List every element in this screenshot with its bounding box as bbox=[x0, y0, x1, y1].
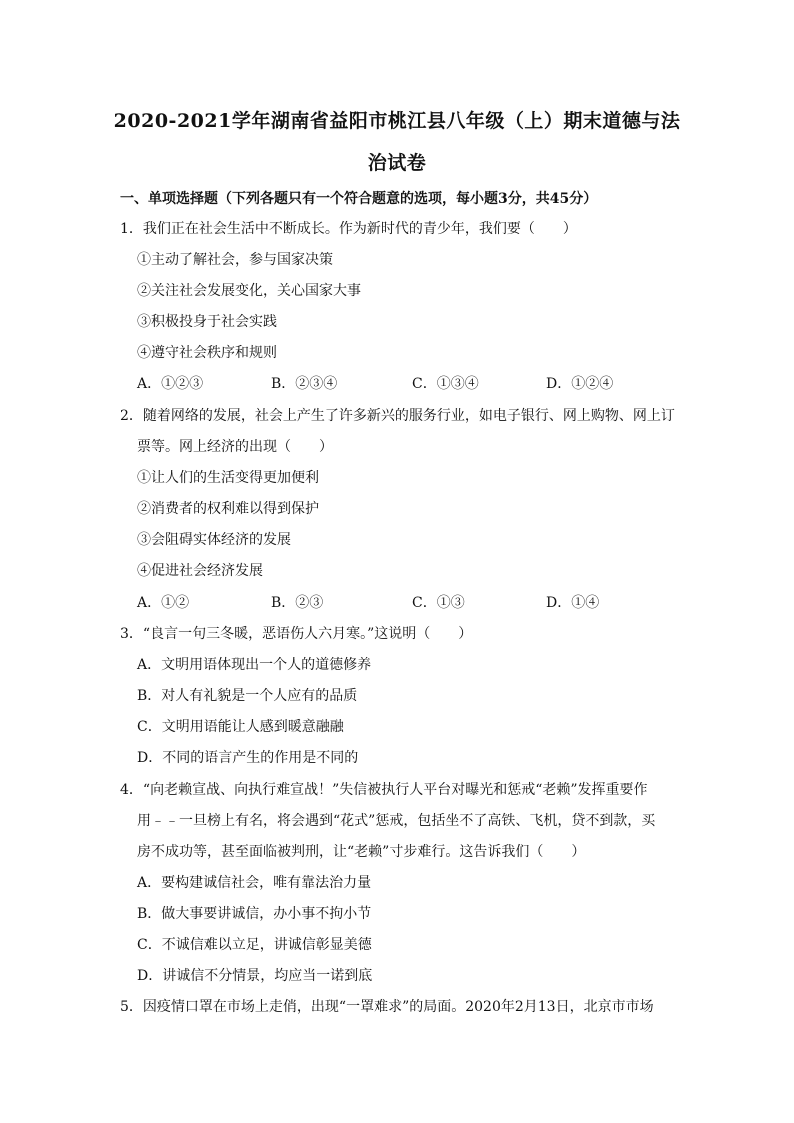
section-heading: 一、单项选择题（下列各题只有一个符合题意的选项，每小题3分，共45分） bbox=[120, 191, 598, 207]
question-5-stem-line-1: 5．因疫情口罩在市场上走俏，出现“一罩难求”的局面。2020年2月13日，北京市市场 bbox=[120, 999, 654, 1015]
question-1-item-4: ④遵守社会秩序和规则 bbox=[137, 345, 277, 361]
question-4-option-c: C．不诚信难以立足，讲诚信彰显美德 bbox=[137, 937, 372, 953]
question-2-option-c: C．①③ bbox=[412, 595, 465, 611]
question-2-option-b: B．②③ bbox=[271, 595, 324, 611]
question-3-stem: 3．“良言一句三冬暖，恶语伤人六月寒。”这说明（ ） bbox=[120, 626, 473, 642]
question-2-item-3: ③会阻碍实体经济的发展 bbox=[137, 532, 291, 548]
question-4-stem-line-1: 4．“向老赖宣战、向执行难宣战！”失信被执行人平台对曝光和惩戒“老赖”发挥重要作 bbox=[120, 782, 648, 798]
question-2-option-d: D．①④ bbox=[546, 595, 600, 611]
question-3-option-d: D．不同的语言产生的作用是不同的 bbox=[137, 750, 359, 766]
question-2-item-4: ④促进社会经济发展 bbox=[137, 563, 263, 579]
question-1-item-2: ②关注社会发展变化，关心国家大事 bbox=[137, 283, 361, 299]
question-2-option-a: A．①② bbox=[137, 595, 190, 611]
question-1-option-c: C．①③④ bbox=[412, 376, 479, 392]
question-2-stem-line-1: 2．随着网络的发展，社会上产生了许多新兴的服务行业，如电子银行、网上购物、网上订 bbox=[120, 408, 675, 424]
question-4-stem-line-3: 房不成功等，甚至面临被判刑，让“老赖”寸步难行。这告诉我们（ ） bbox=[137, 844, 586, 860]
question-3-option-c: C．文明用语能让人感到暖意融融 bbox=[137, 719, 344, 735]
question-3-option-b: B．对人有礼貌是一个人应有的品质 bbox=[137, 688, 358, 704]
question-2-item-2: ②消费者的权利难以得到保护 bbox=[137, 501, 319, 517]
exam-title-line-1: 2020-2021学年湖南省益阳市桃江县八年级（上）期末道德与法 bbox=[113, 110, 681, 132]
question-4-option-a: A．要构建诚信社会，唯有靠法治力量 bbox=[137, 875, 372, 891]
question-1-item-3: ③积极投身于社会实践 bbox=[137, 314, 277, 330]
question-1-option-b: B．②③④ bbox=[271, 376, 338, 392]
question-1-stem: 1．我们正在社会生活中不断成长。作为新时代的青少年，我们要（ ） bbox=[120, 221, 577, 237]
question-2-stem-line-2: 票等。网上经济的出现（ ） bbox=[137, 439, 333, 455]
question-1-option-a: A．①②③ bbox=[137, 376, 204, 392]
question-4-option-b: B．做大事要讲诚信，办小事不拘小节 bbox=[137, 906, 372, 922]
question-1-option-d: D．①②④ bbox=[546, 376, 614, 392]
question-3-option-a: A．文明用语体现出一个人的道德修养 bbox=[137, 657, 372, 673]
exam-title-line-2: 治试卷 bbox=[367, 152, 427, 174]
question-2-item-1: ①让人们的生活变得更加便利 bbox=[137, 470, 319, 486]
question-1-item-1: ①主动了解社会，参与国家决策 bbox=[137, 252, 333, 268]
question-4-option-d: D．讲诚信不分情景，均应当一诺到底 bbox=[137, 968, 373, 984]
question-4-stem-line-2: 用﹣﹣一旦榜上有名，将会遇到“花式”惩戒，包括坐不了高铁、飞机，贷不到款，买 bbox=[137, 813, 656, 829]
